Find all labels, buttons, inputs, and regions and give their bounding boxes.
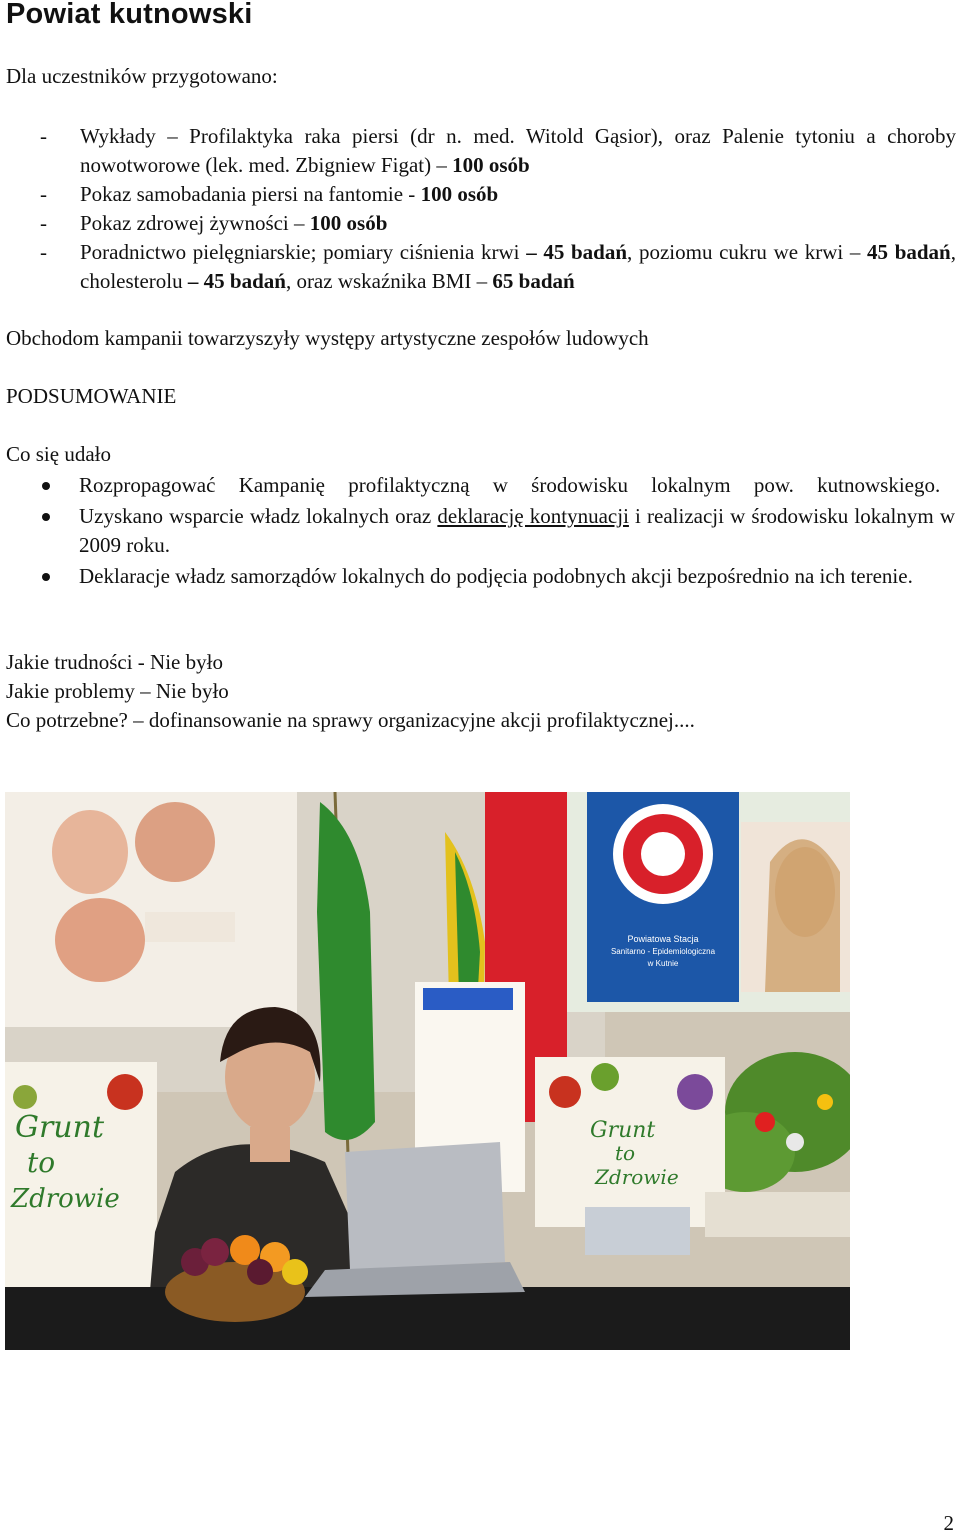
event-photo	[5, 792, 850, 1350]
poster-left	[5, 1062, 157, 1292]
success-heading: Co się udało	[6, 442, 111, 466]
poster-text: Grunt	[15, 1110, 105, 1145]
banner-line: Sanitarno - Epidemiologiczna	[610, 947, 716, 956]
activity-text: , cholesterolu	[80, 240, 956, 293]
bullet-icon	[42, 573, 50, 581]
activity-count: 100 osób	[309, 211, 388, 235]
dash-marker: -	[40, 211, 47, 235]
list-item	[0, 122, 960, 180]
activity-count: 100 osób	[420, 182, 499, 206]
dash-marker: -	[40, 124, 47, 148]
bullet-icon	[42, 482, 50, 490]
summary-heading: PODSUMOWANIE	[6, 384, 177, 408]
activity-text: Pokaz samobadania piersi na fantomie -	[80, 182, 421, 206]
activity-text: , poziomu cukru we krwi –	[627, 240, 868, 264]
poster-text: to	[615, 1141, 636, 1165]
poster-text: Grunt	[590, 1118, 656, 1143]
activity-text: Poradnictwo pielęgniarskie; pomiary ciśnienia krwi	[80, 240, 527, 264]
success-text: Deklaracje władz samorządów lokalnych do podjęcia podobnych akcji bezpośrednio na ich terenie.	[79, 564, 913, 588]
dash-marker: -	[40, 240, 47, 264]
dash-marker: -	[40, 182, 47, 206]
poster-text: Zdrowie	[595, 1165, 679, 1189]
projection-screen	[5, 792, 297, 1027]
activity-text: Pokaz zdrowej żywności –	[80, 211, 310, 235]
activity-text: , oraz wskaźnika BMI –	[285, 269, 493, 293]
needs-line: Co potrzebne? – dofinansowanie na sprawy organizacyjne akcji profilaktycznej....	[6, 708, 695, 732]
poster-right	[535, 1057, 725, 1227]
banner-line: w Kutnie	[647, 959, 679, 968]
banner-line: Powiatowa Stacja	[627, 934, 699, 944]
list-item	[0, 562, 960, 591]
activity-count: – 45 badań	[526, 240, 628, 264]
campaign-note: Obchodom kampanii towarzyszyły występy artystyczne zespołów ludowych	[6, 326, 649, 350]
sanitary-banner	[587, 792, 739, 1002]
success-text: Uzyskano wsparcie władz lokalnych oraz	[79, 504, 438, 528]
activity-count: 100 osób	[452, 153, 530, 177]
activity-text: Wykłady – Profilaktyka raka piersi (dr n. med. Witold Gąsior), oraz Palenie tytoniu a choroby nowotworowe (lek. med. Zbigniew Figat) –	[80, 124, 956, 177]
success-text: Rozpropagować Kampanię profilaktyczną w środowisku lokalnym pow. kutnowskiego.	[79, 473, 941, 497]
poster-text: Zdrowie	[11, 1184, 120, 1214]
success-list	[0, 471, 960, 593]
poster-text: to	[27, 1146, 56, 1179]
list-item	[0, 209, 960, 238]
underlined-text: deklarację kontynuacji	[437, 504, 629, 528]
page-number: 2	[943, 1511, 954, 1535]
problems-line: Jakie problemy – Nie było	[6, 679, 229, 703]
activity-count: 45 badań	[867, 240, 951, 264]
difficulties-line: Jakie trudności - Nie było	[6, 650, 223, 674]
list-item	[0, 238, 960, 296]
activity-count: – 45 badań	[187, 269, 286, 293]
table	[5, 1287, 850, 1350]
activities-list	[0, 122, 960, 296]
projector	[585, 1207, 690, 1255]
activity-count: 65 badań	[492, 269, 575, 293]
list-item	[0, 502, 960, 560]
list-item	[0, 180, 960, 209]
list-item	[0, 471, 960, 500]
intro-text: Dla uczestników przygotowano:	[6, 64, 278, 88]
page-title: Powiat kutnowski	[6, 0, 253, 30]
bullet-icon	[42, 513, 50, 521]
success-text: i realizacji w środowisku lokalnym w 2009 roku.	[79, 504, 955, 557]
